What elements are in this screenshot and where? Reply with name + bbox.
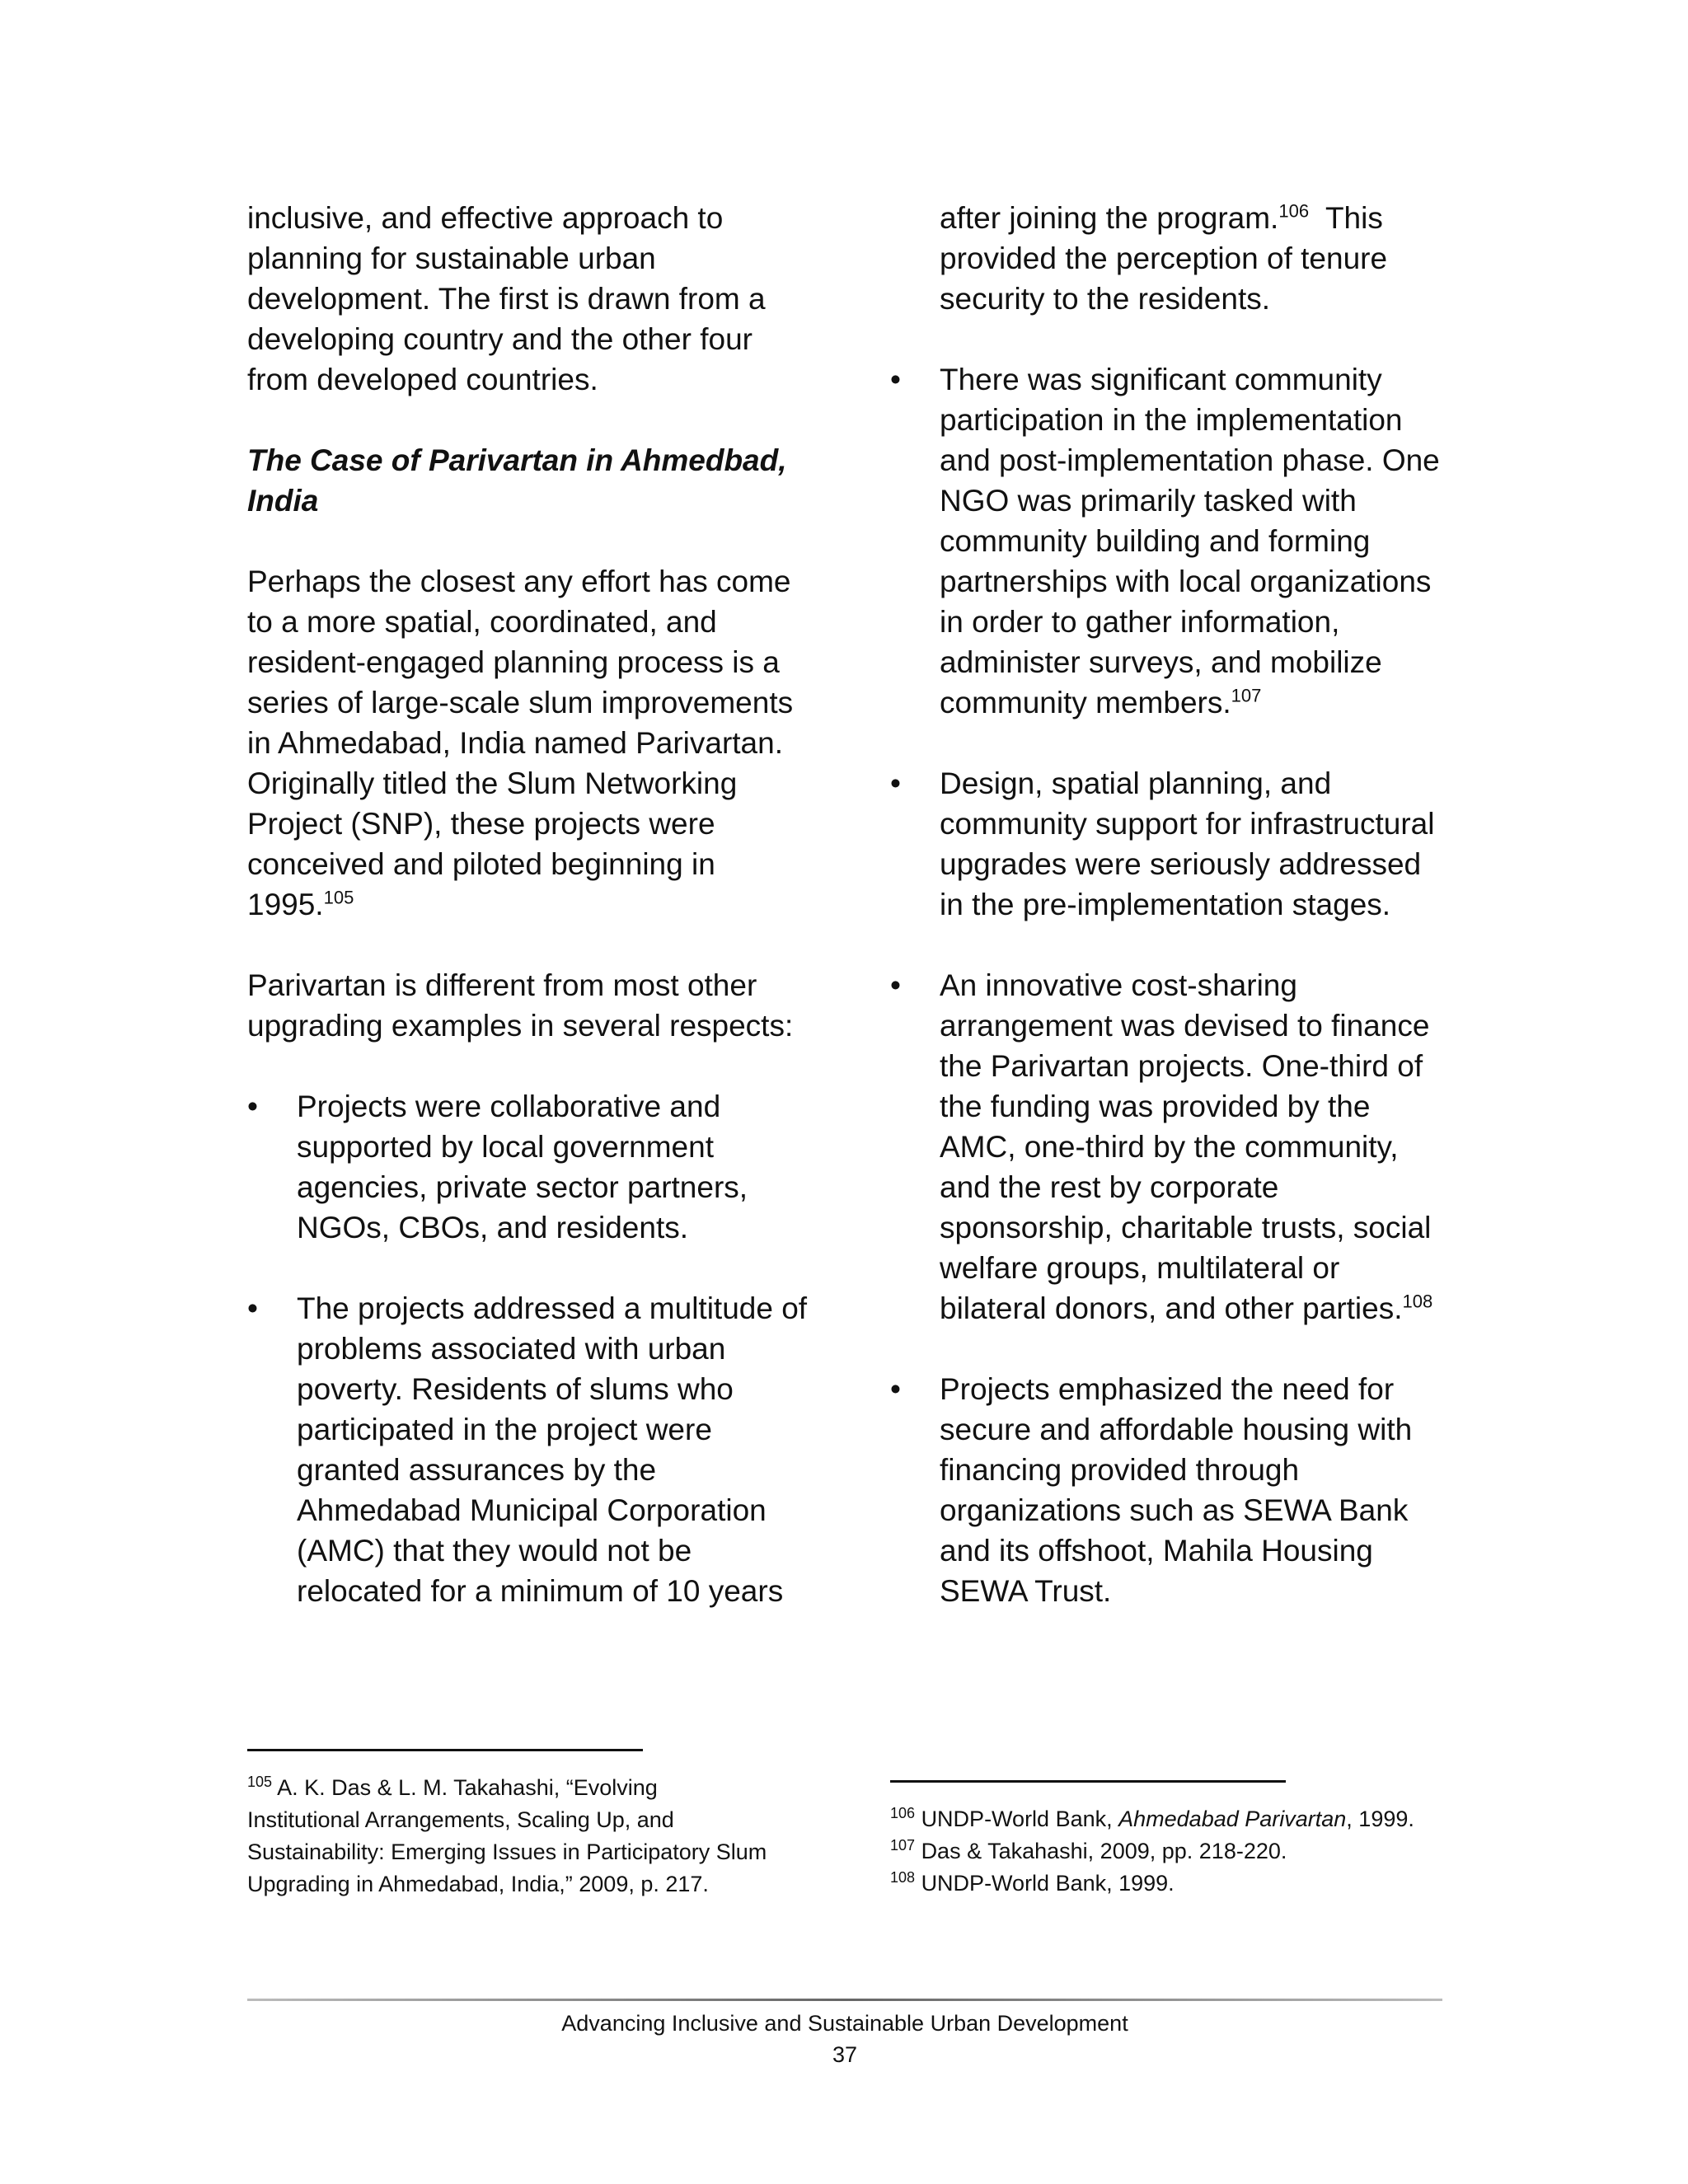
- footnote-number: 108: [890, 1869, 916, 1886]
- list-item: [890, 763, 1451, 925]
- footnote-105: [247, 1772, 775, 1900]
- footnote-number: 105: [247, 1774, 273, 1790]
- bullet-icon: •: [247, 1291, 258, 1325]
- list-item-text: Projects were collaborative and supported by local government agencies, private sector partners, NGOs, CBOs, and residents.: [297, 1090, 748, 1244]
- continuation-text-a: after joining the program.: [940, 201, 1279, 235]
- page-footer: [247, 2008, 1442, 2070]
- footnote-divider-right: [890, 1780, 1286, 1783]
- footnote-divider-left: [247, 1749, 643, 1751]
- footnote-number: 107: [890, 1837, 916, 1854]
- footnote-text: UNDP-World Bank, 1999.: [921, 1871, 1175, 1896]
- bullet-icon: •: [890, 766, 901, 800]
- list-item: [247, 1288, 808, 1611]
- bullet-icon: •: [890, 968, 901, 1002]
- list-item-text: Projects emphasized the need for secure and affordable housing with financing provided through organizations such as SEWA Bank and its offshoot, Mahila Housing SEWA Trust.: [940, 1372, 1413, 1608]
- list-item: [247, 1086, 808, 1248]
- differences-paragraph: Parivartan is different from most other upgrading examples in several respects:: [247, 968, 794, 1043]
- left-column: [247, 198, 808, 1652]
- list-item-text: The projects addressed a multitude of problems associated with urban poverty. Residents of slums who participated in the project were granted assurances by the Ahmedabad Municipal Corporation (AMC) that they would not be relocated for a minimum of 10 years: [297, 1291, 808, 1608]
- footnote-text: A. K. Das & L. M. Takahashi, “Evolving Institutional Arrangements, Scaling Up, and Sustainability: Emerging Issues in Participatory Slum Upgrading in Ahmedabad, India,” 2009, p. 217.: [247, 1775, 767, 1896]
- page-number: 37: [832, 2042, 858, 2067]
- list-item-text: There was significant community participation in the implementation and post-implementation phase. One NGO was primarily tasked with community building and forming partnerships with local organizations in order to gather information, administer surveys, and mobilize community members.: [940, 363, 1440, 719]
- right-bullet-list: [890, 359, 1451, 1611]
- parivartan-paragraph: [247, 561, 808, 925]
- list-item-text: An innovative cost-sharing arrangement was devised to finance the Parivartan projects. One-third of the funding was provided by the AMC, one-third by the community, and the rest by corporate sponsorship, charitable trusts, social welfare groups, multilateral or bilateral donors, and other parties.: [940, 968, 1432, 1325]
- footer-divider: [247, 1999, 1442, 2001]
- list-item: [890, 965, 1451, 1329]
- footnote-text: , 1999.: [1346, 1807, 1414, 1831]
- continuation-paragraph: [940, 198, 1451, 319]
- parivartan-paragraph-text: Perhaps the closest any effort has come to a more spatial, coordinated, and resident-engaged planning process is a series of large-scale slum improvements in Ahmedabad, India named Parivartan. Originally titled the Slum Networking Project (SNP), these projects were conceived and piloted beginning in 1995.: [247, 565, 794, 921]
- left-bullet-list: [247, 1086, 808, 1611]
- footnote-ref-108[interactable]: 108: [1402, 1291, 1433, 1312]
- continuation-text-b: This provided the perception of tenure security to the residents.: [940, 201, 1396, 316]
- intro-paragraph: inclusive, and effective approach to planning for sustainable urban development. The first is drawn from a developing country and the other four from developed countries.: [247, 201, 766, 396]
- footnote-106: [890, 1803, 1467, 1835]
- footnote-title: Ahmedabad Parivartan: [1118, 1807, 1347, 1831]
- footnote-108: [890, 1868, 1467, 1900]
- list-item: [890, 1369, 1451, 1611]
- footnote-ref-107[interactable]: 107: [1231, 685, 1262, 706]
- footnotes-right: [890, 1803, 1467, 1900]
- right-column: [890, 198, 1451, 1652]
- section-heading: The Case of Parivartan in Ahmedbad, India: [247, 443, 787, 518]
- footnote-text: Das & Takahashi, 2009, pp. 218-220.: [921, 1839, 1287, 1863]
- bullet-icon: •: [890, 363, 901, 396]
- footnote-ref-105[interactable]: 105: [323, 887, 354, 908]
- footnote-text: UNDP-World Bank,: [921, 1807, 1119, 1831]
- bullet-icon: •: [890, 1372, 901, 1406]
- bullet-icon: •: [247, 1090, 258, 1123]
- list-item-text: Design, spatial planning, and community support for infrastructural upgrades were seriously addressed in the pre-implementation stages.: [940, 766, 1435, 921]
- footnote-number: 106: [890, 1805, 916, 1821]
- footnote-107: [890, 1835, 1467, 1868]
- footnote-ref-106[interactable]: 106: [1278, 200, 1310, 222]
- list-item: [890, 359, 1451, 723]
- footer-title: Advancing Inclusive and Sustainable Urban Development: [561, 2011, 1128, 2036]
